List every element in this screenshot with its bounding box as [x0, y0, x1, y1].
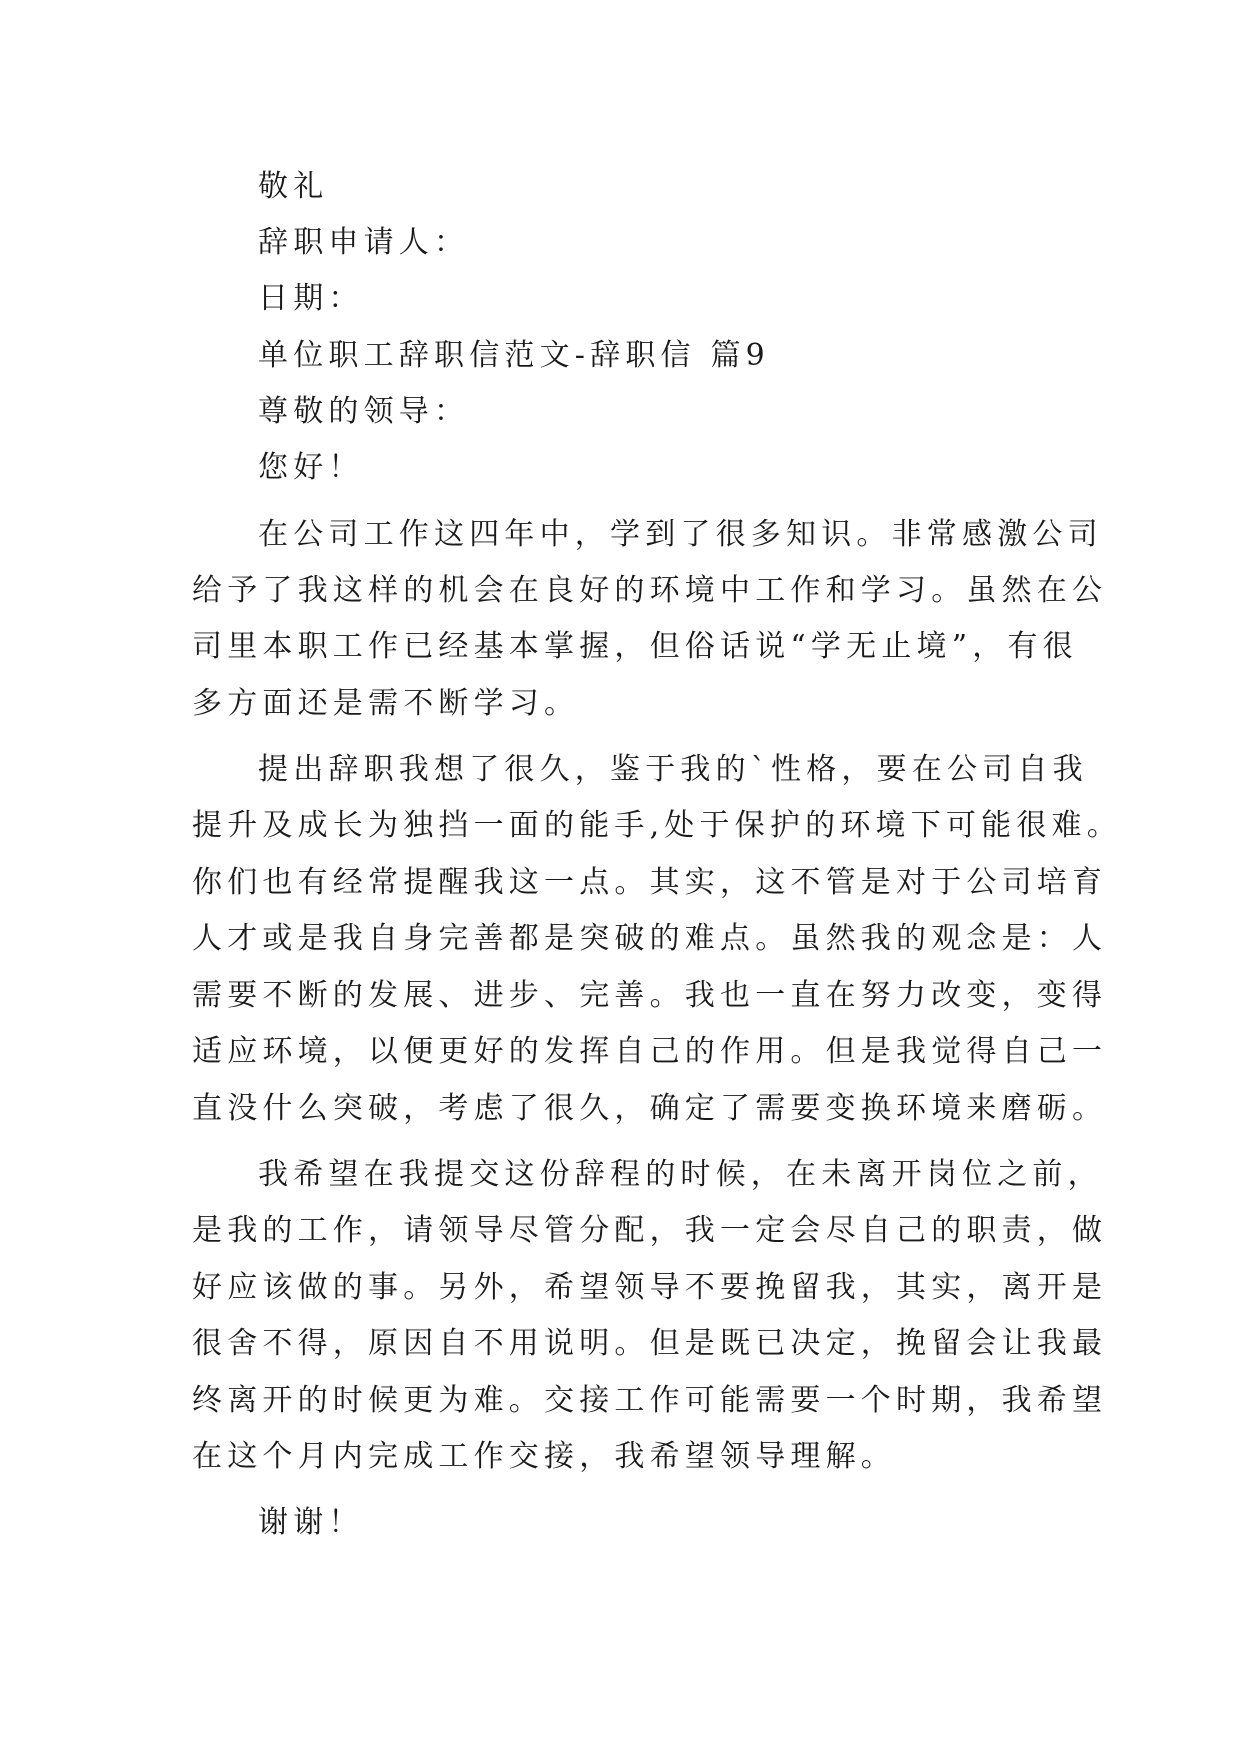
- date-line: 日期：: [258, 281, 364, 316]
- paragraph-3-line-6: 在这个月内完成工作交接，我希望领导理解。: [192, 1439, 896, 1474]
- paragraph-3-line-5: 终离开的时候更为难。交接工作可能需要一个时期，我希望: [192, 1383, 1108, 1418]
- greeting-addressee: 尊敬的领导：: [258, 394, 470, 429]
- paragraph-2-line-5: 需要不断的发展、进步、完善。我也一直在努力改变，变得: [192, 978, 1108, 1013]
- paragraph-3-line-2: 是我的工作，请领导尽管分配，我一定会尽自己的职责，做: [192, 1213, 1108, 1248]
- paragraph-3-line-1: 我希望在我提交这份辞程的时候，在未离开岗位之前，: [258, 1157, 1103, 1192]
- paragraph-1-line-3: 司里本职工作已经基本掌握，但俗话说“学无止境”，有很: [192, 629, 1078, 664]
- applicant-signature-line: 辞职申请人：: [258, 225, 470, 260]
- paragraph-2-line-2: 提升及成长为独挡一面的能手,处于保护的环境下可能很难。: [192, 808, 1122, 843]
- paragraph-2-line-6: 适应环境，以便更好的发挥自己的作用。但是我觉得自己一: [192, 1034, 1108, 1069]
- paragraph-1-line-2: 给予了我这样的机会在良好的环境中工作和学习。虽然在公: [192, 573, 1108, 608]
- paragraph-3-line-4: 很舍不得，原因自不用说明。但是既已决定，挽留会让我最: [192, 1326, 1108, 1361]
- paragraph-2-line-4: 人才或是我自身完善都是突破的难点。虽然我的观念是：人: [192, 921, 1108, 956]
- greeting: 您好！: [258, 450, 364, 485]
- closing-salutation: 敬礼: [258, 169, 329, 204]
- paragraph-2-line-7: 直没什么突破，考虑了很久，确定了需要变换环境来磨砺。: [192, 1091, 1108, 1126]
- paragraph-2-line-1: 提出辞职我想了很久，鉴于我的`性格，要在公司自我: [258, 752, 1088, 787]
- paragraph-1-line-4: 多方面还是需不断学习。: [192, 686, 580, 721]
- paragraph-3-line-3: 好应该做的事。另外，希望领导不要挽留我，其实，离开是: [192, 1270, 1108, 1305]
- paragraph-2-line-3: 你们也有经常提醒我这一点。其实，这不管是对于公司培育: [192, 865, 1108, 900]
- section-title: 单位职工辞职信范文-辞职信 篇9: [258, 338, 770, 373]
- paragraph-1-line-1: 在公司工作这四年中，学到了很多知识。非常感激公司: [258, 517, 1103, 552]
- thanks-line: 谢谢！: [258, 1505, 364, 1540]
